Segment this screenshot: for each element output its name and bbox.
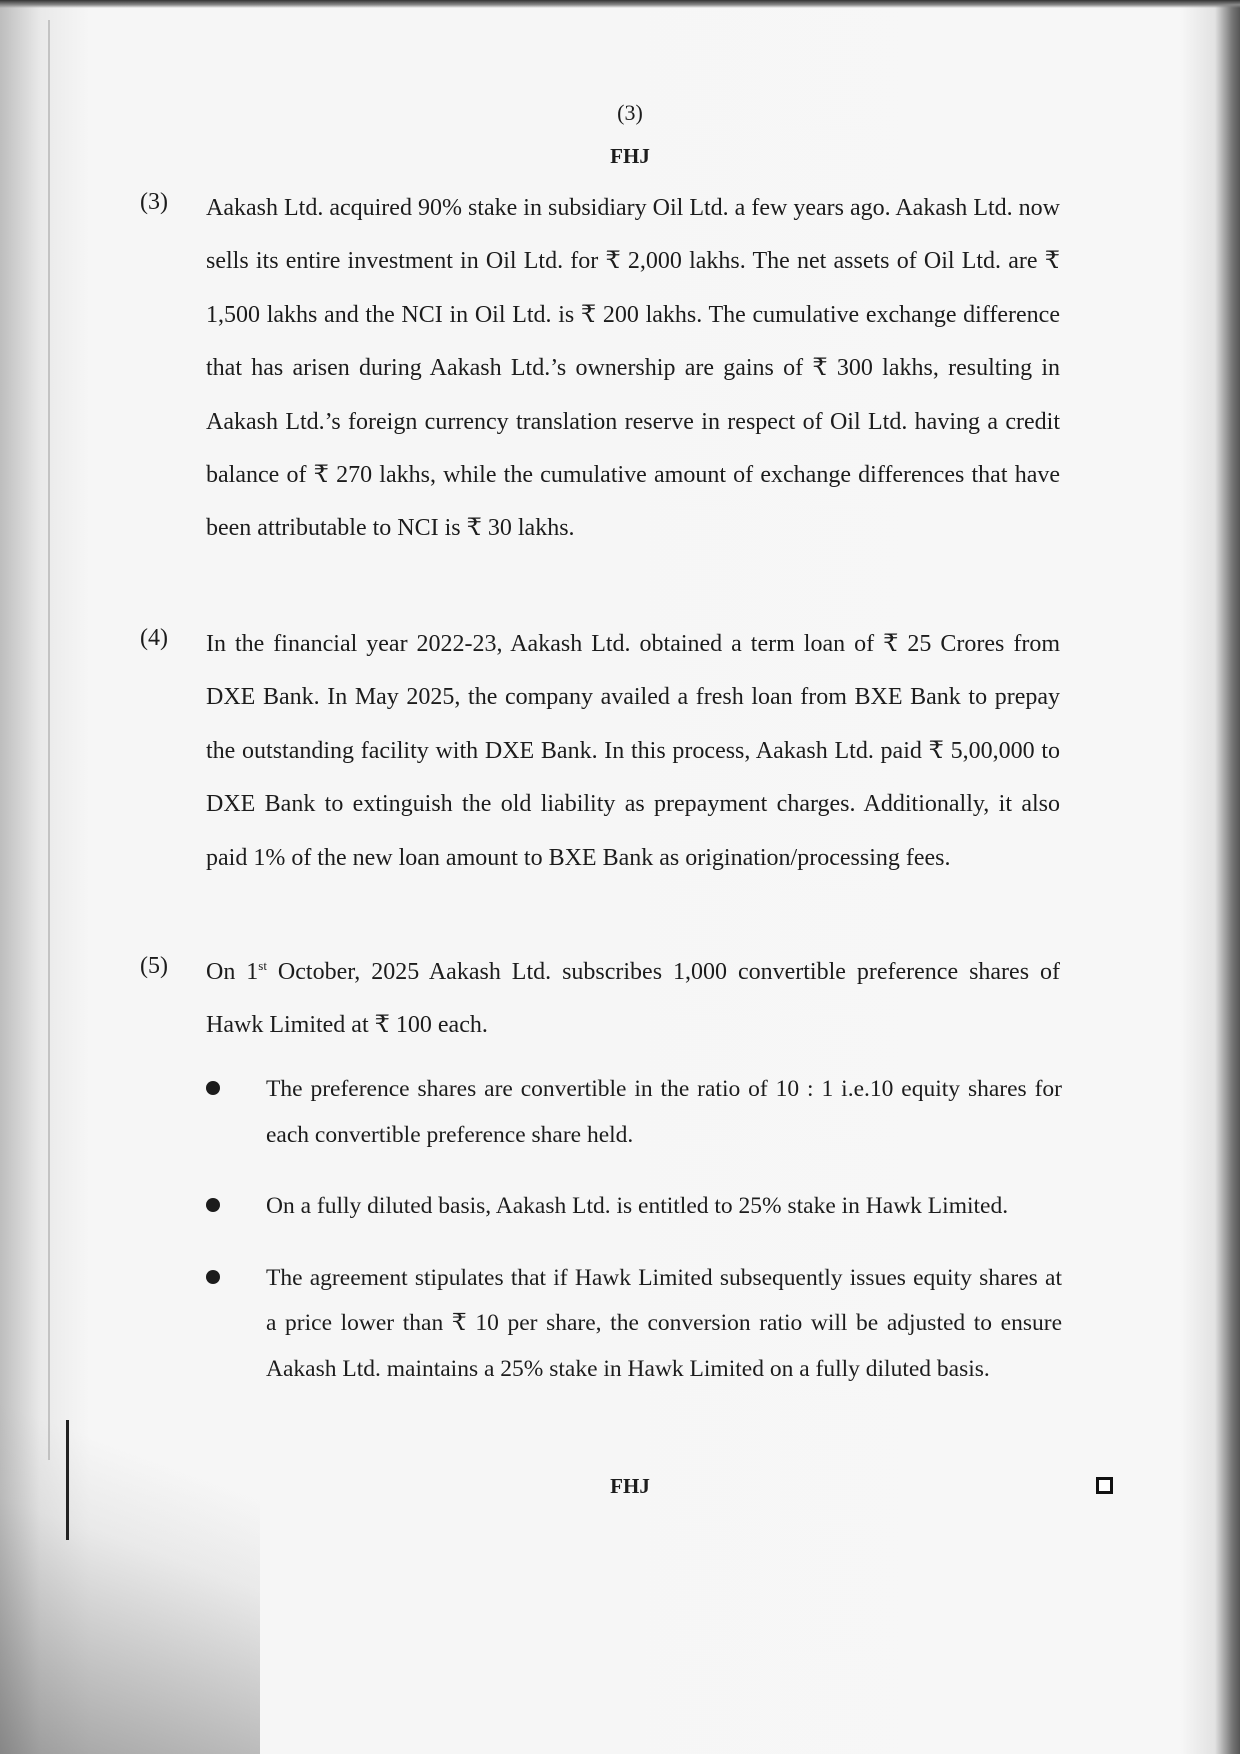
paper-code-footer: FHJ — [610, 1474, 650, 1498]
bullet-item — [206, 1184, 1062, 1230]
square-box-icon — [1096, 1477, 1113, 1494]
question-text: Aakash Ltd. acquired 90% stake in subsidiary Oil Ltd. a few years ago. Aakash Ltd. now sells its entire investment in Oil Ltd. for ₹ 2,000 lakhs. The net assets of Oil Ltd. are ₹ 1,500 lakhs and the NCI in Oil Ltd. is ₹ 200 lakhs. The cumulative exchange difference that has arisen during Aakash Ltd.’s ownership are gains of ₹ 300 lakhs, resulting in Aakash Ltd.’s foreign currency translation reserve in respect of Oil Ltd. having a credit balance of ₹ 270 lakhs, while the cumulative amount of exchange differences that have been attributable to NCI is ₹ 30 lakhs. — [206, 195, 1060, 542]
ordinal-sup: st — [258, 958, 267, 973]
binding-fold — [48, 20, 50, 1460]
bullet-text: The preference shares are convertible in the ratio of 10 : 1 i.e.10 equity shares for each convertible preference share held. — [266, 1076, 1062, 1148]
scan-shadow — [0, 1380, 260, 1754]
question-4 — [140, 618, 1060, 885]
text-after-sup: October, 2025 Aakash Ltd. subscribes 1,000 convertible preference shares of Hawk Limited at ₹ 100 each. — [206, 959, 1060, 1039]
question-5 — [140, 946, 1060, 1053]
page-top-edge — [0, 0, 1240, 8]
question-3 — [140, 182, 1060, 556]
question-number: (3) — [140, 189, 168, 215]
bullet-text: On a fully diluted basis, Aakash Ltd. is entitled to 25% stake in Hawk Limited. — [266, 1193, 1009, 1219]
bullet-icon — [206, 1270, 220, 1284]
question-text — [206, 946, 1060, 1053]
question-5-bullets — [206, 1067, 1062, 1418]
question-number: (5) — [140, 953, 168, 979]
bullet-icon — [206, 1198, 220, 1212]
bullet-icon — [206, 1081, 220, 1095]
question-text: In the financial year 2022-23, Aakash Ltd. obtained a term loan of ₹ 25 Crores from DXE Bank. In May 2025, the company availed a fresh loan from BXE Bank to prepay the outstanding facility with DXE Bank. In this process, Aakash Ltd. paid ₹ 5,00,000 to DXE Bank to extinguish the old liability as prepayment charges. Additionally, it also paid 1% of the new loan amount to BXE Bank as origination/processing fees. — [206, 631, 1060, 871]
bullet-item — [206, 1256, 1062, 1393]
bullet-item — [206, 1067, 1062, 1158]
page-number: (3) — [617, 100, 643, 125]
question-number: (4) — [140, 625, 168, 651]
bullet-text: The agreement stipulates that if Hawk Limited subsequently issues equity shares at a price lower than ₹ 10 per share, the conversion ratio will be adjusted to ensure Aakash Ltd. maintains a 25% stake in Hawk Limited on a fully diluted basis. — [266, 1264, 1062, 1382]
text-before-sup: On 1 — [206, 959, 259, 985]
paper-code-header: FHJ — [610, 144, 650, 168]
